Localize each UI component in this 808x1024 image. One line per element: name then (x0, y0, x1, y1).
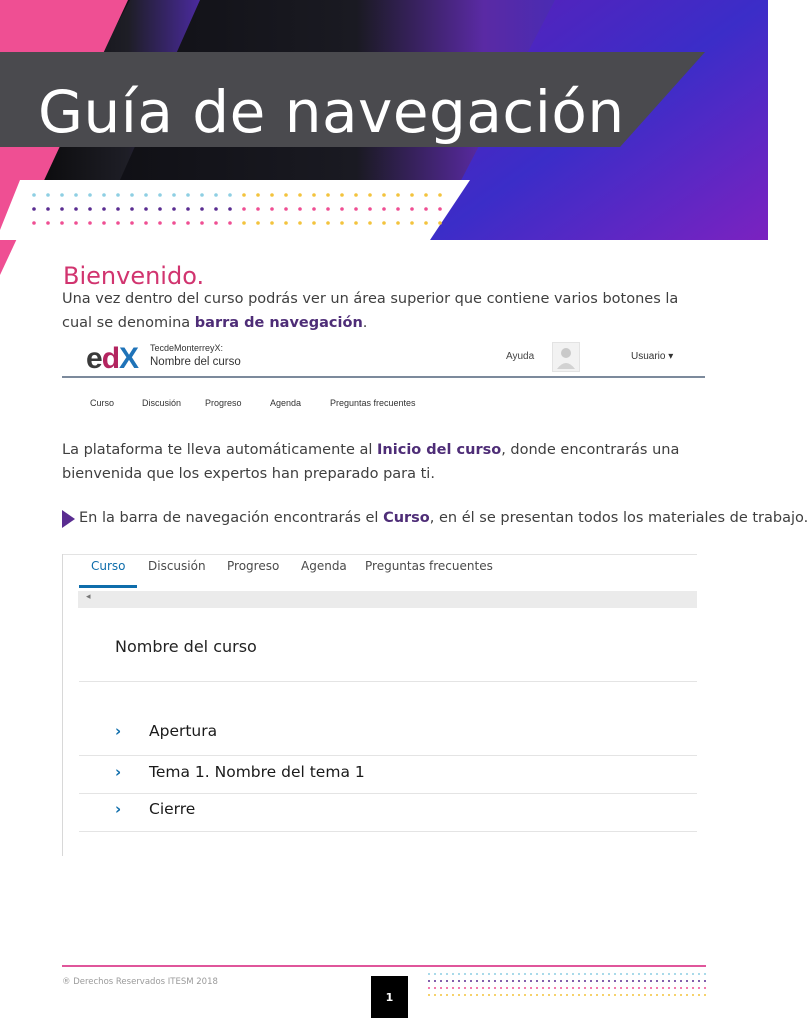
triangle-bullet-icon (62, 510, 75, 528)
section-label: Cierre (149, 800, 196, 818)
active-tab-indicator (79, 585, 137, 588)
course-title: Nombre del curso (115, 637, 257, 656)
outline-top-border (63, 554, 697, 555)
sequence-nav-bar (78, 591, 697, 608)
org-label: TecdeMonterreyX: (150, 343, 224, 353)
user-menu[interactable]: Usuario ▾ (631, 351, 674, 362)
navbar-screenshot (62, 336, 705, 422)
course-term: Curso (383, 510, 430, 526)
section-label: Apertura (149, 722, 218, 740)
tab-faq[interactable]: Preguntas frecuentes (330, 398, 416, 408)
tab-progress[interactable]: Progreso (227, 559, 280, 573)
navbar-term: barra de navegación (194, 315, 363, 331)
section-row[interactable] (115, 763, 365, 781)
copyright-text: ® Derechos Reservados ITESM 2018 (62, 977, 218, 987)
tab-discussion[interactable]: Discusión (142, 398, 182, 408)
avatar-icon (553, 343, 579, 371)
navbar-divider (62, 376, 705, 378)
tab-discussion[interactable]: Discusión (148, 559, 206, 573)
tab-faq[interactable]: Preguntas frecuentes (365, 559, 493, 573)
intro-paragraph (62, 287, 702, 335)
course-tab-text-end: , en él se presentan todos los materiales de trabajo. (429, 510, 808, 526)
chevron-right-icon: › (115, 800, 122, 818)
page-number: 1 (371, 976, 408, 1018)
intro-text-end: . (362, 315, 368, 331)
avatar[interactable] (552, 342, 580, 372)
course-name: Nombre del curso (150, 356, 241, 368)
course-home-term: Inicio del curso (377, 442, 502, 458)
intro-text: Una vez dentro del curso podrás ver un área superior que contiene varios botones la cual se denomina (62, 291, 679, 331)
edx-logo: edX (86, 342, 139, 375)
chevron-right-icon: › (115, 722, 122, 740)
footer-divider (62, 965, 706, 967)
section-row[interactable] (115, 800, 195, 818)
tab-schedule[interactable]: Agenda (270, 398, 302, 408)
tab-course[interactable]: Curso (91, 559, 126, 573)
course-home-text-end: , donde encontrarás una bienvenida que los expertos han preparado para ti. (62, 442, 680, 482)
footer-dotted-pattern (424, 970, 706, 1000)
tab-progress[interactable]: Progreso (205, 398, 242, 408)
divider (79, 755, 697, 756)
divider (79, 793, 697, 794)
course-tab-paragraph (62, 506, 808, 530)
page-title: Guía de navegación (38, 78, 625, 146)
chevron-right-icon: › (115, 763, 122, 781)
help-link[interactable]: Ayuda (506, 351, 535, 362)
course-tab-text: En la barra de navegación encontrarás el (79, 510, 384, 526)
course-outline-screenshot (62, 554, 697, 856)
course-home-paragraph (62, 438, 702, 486)
back-arrow-icon[interactable]: ◂ (86, 592, 91, 602)
divider (79, 681, 697, 682)
section-label: Tema 1. Nombre del tema 1 (149, 763, 365, 781)
tab-course[interactable]: Curso (90, 398, 115, 408)
welcome-heading: Bienvenido. (63, 262, 205, 290)
section-row[interactable] (115, 722, 217, 740)
tab-schedule[interactable]: Agenda (301, 559, 347, 573)
divider (79, 831, 697, 832)
course-home-text: La plataforma te lleva automáticamente al (62, 442, 378, 458)
